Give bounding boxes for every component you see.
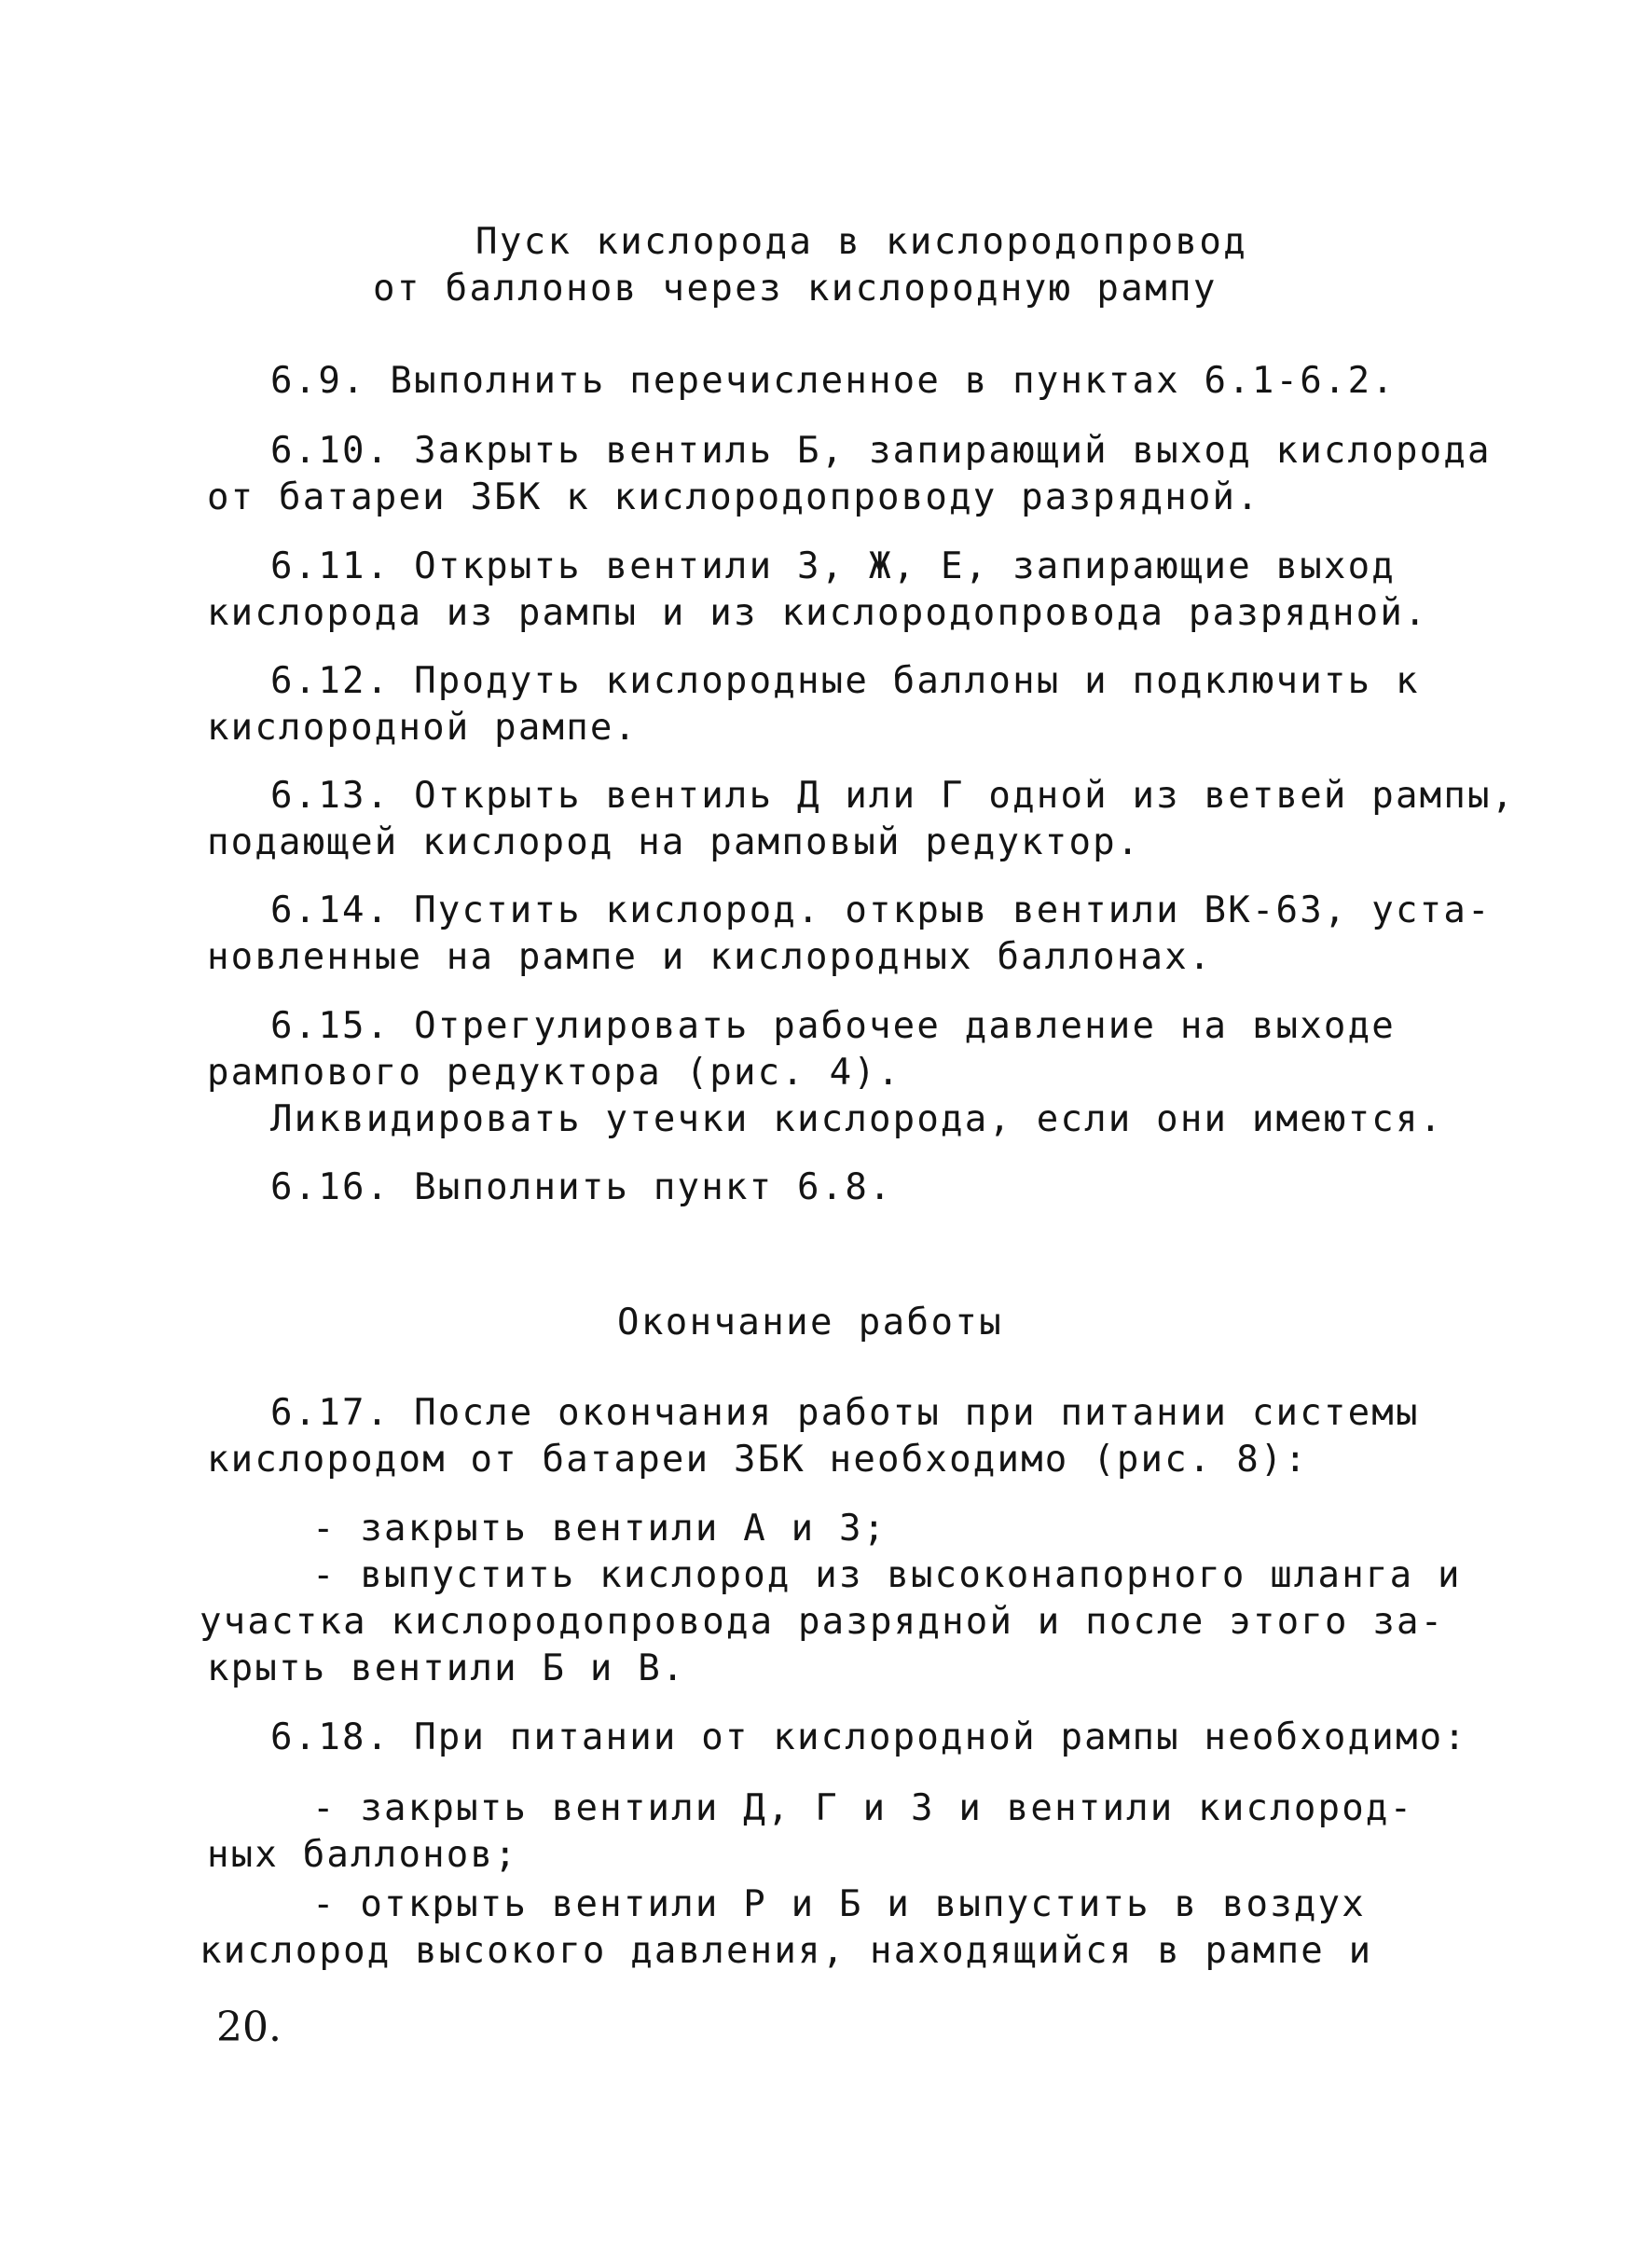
paragraph-6-11: 6.11. Открыть вентили 3, Ж, Е, запирающие выход — [270, 545, 1396, 587]
paragraph-6-12: 6.12. Продуть кислородные баллоны и подключить к — [270, 660, 1420, 702]
paragraph-6-17: 6.17. После окончания работы при питании системы — [270, 1392, 1420, 1434]
paragraph-6-18: 6.18. При питании от кислородной рампы необходимо: — [270, 1716, 1467, 1758]
section-title-end-work: Окончание работы — [617, 1302, 1004, 1343]
list-item: - закрыть вентили Д, Г и 3 и вентили кислород- — [312, 1787, 1414, 1829]
paragraph-6-10: 6.10. Закрыть вентиль Б, запирающий выход кислорода — [270, 430, 1492, 472]
paragraph-6-17-cont: кислородом от батареи 3БК необходимо (рис. 8): — [207, 1439, 1309, 1481]
paragraph-6-14-cont: новленные на рампе и кислородных баллонах. — [207, 936, 1213, 978]
paragraph-6-15-note: Ликвидировать утечки кислорода, если они имеются. — [270, 1098, 1444, 1140]
list-item-cont: крыть вентили Б и В. — [207, 1647, 686, 1689]
list-item-cont: ных баллонов; — [207, 1834, 518, 1876]
paragraph-6-13-cont: подающей кислород на рамповый редуктор. — [207, 821, 1141, 863]
section-title-line-2: от баллонов через кислородную рампу — [373, 268, 1218, 310]
paragraph-6-15-cont: рампового редуктора (рис. 4). — [207, 1052, 902, 1094]
paragraph-6-10-cont: от батареи 3БК к кислородопроводу разрядной. — [207, 476, 1260, 518]
paragraph-6-12-cont: кислородной рампе. — [207, 707, 639, 749]
page-number: 20. — [216, 2004, 282, 2051]
list-item-cont: кислород высокого давления, находящийся в рампе и — [200, 1930, 1373, 1972]
list-item: - открыть вентили Р и Б и выпустить в воздух — [312, 1883, 1366, 1925]
list-item: - закрыть вентили А и 3; — [312, 1508, 888, 1550]
list-item-cont: участка кислородопровода разрядной и после этого за- — [200, 1601, 1445, 1643]
paragraph-6-14: 6.14. Пустить кислород. открыв вентили ВК-63, уста- — [270, 889, 1492, 931]
paragraph-6-11-cont: кислорода из рампы и из кислородопровода разрядной. — [207, 592, 1428, 634]
paragraph-6-16: 6.16. Выполнить пункт 6.8. — [270, 1166, 893, 1208]
paragraph-6-15: 6.15. Отрегулировать рабочее давление на выходе — [270, 1005, 1396, 1047]
paragraph-6-9: 6.9. Выполнить перечисленное в пунктах 6.1-6.2. — [270, 360, 1396, 402]
section-title-line-1: Пуск кислорода в кислородопровод — [475, 221, 1248, 263]
list-item: - выпустить кислород из высоконапорного шланга и — [312, 1554, 1462, 1596]
paragraph-6-13: 6.13. Открыть вентиль Д или Г одной из ветвей рампы, — [270, 775, 1516, 817]
